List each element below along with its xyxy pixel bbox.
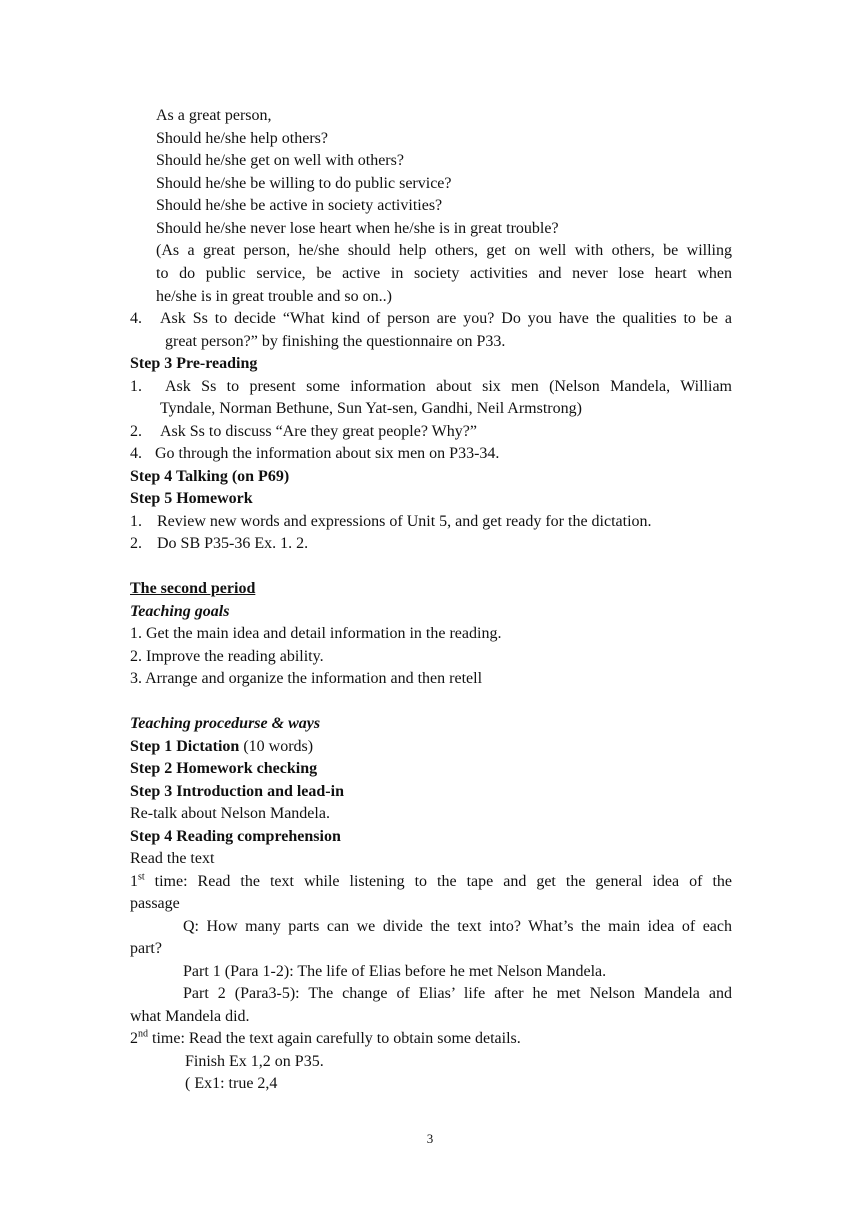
text-segment: time: Read the text again carefully to obtain some details. xyxy=(148,1030,521,1047)
step-heading-bold: Step 1 Dictation xyxy=(130,738,240,755)
list-item: Do SB P35-36 Ex. 1. 2. xyxy=(157,535,309,552)
page-number: 3 xyxy=(426,1131,434,1146)
list-number: 2. xyxy=(130,423,142,440)
text-line: ( Ex1: true 2,4 xyxy=(185,1075,278,1092)
text-line: Read the text xyxy=(130,850,215,867)
section-title: The second period xyxy=(130,580,256,597)
list-number: 4. xyxy=(130,445,142,462)
list-item: Go through the information about six men on P33-34. xyxy=(155,445,500,462)
step-heading: Step 4 Reading comprehension xyxy=(130,828,341,845)
list-item: Ask Ss to discuss “Are they great people? Why?” xyxy=(160,423,477,440)
step-heading: Step 5 Homework xyxy=(130,490,253,507)
text-line: Re-talk about Nelson Mandela. xyxy=(130,805,330,822)
goal-item: 1. Get the main idea and detail information in the reading. xyxy=(130,625,502,642)
list-item-continuation: Tyndale, Norman Bethune, Sun Yat-sen, Gandhi, Neil Armstrong) xyxy=(160,400,582,417)
subsection-title: Teaching goals xyxy=(130,603,230,620)
goal-item: 2. Improve the reading ability. xyxy=(130,648,324,665)
step-heading: Step 4 Talking (on P69) xyxy=(130,468,290,485)
list-item: Ask Ss to decide “What kind of person are you? Do you have the qualities to be a xyxy=(160,310,732,327)
list-item: Review new words and expressions of Unit 5, and get ready for the dictation. xyxy=(157,513,652,530)
ordinal-suffix: st xyxy=(138,871,145,883)
text-line: Part 2 (Para3-5): The change of Elias’ life after he met Nelson Mandela and xyxy=(183,985,732,1002)
ordinal-number: 1 xyxy=(130,873,138,890)
text-line: Should he/she be willing to do public service? xyxy=(156,175,452,192)
list-number: 4. xyxy=(130,310,142,327)
text-line: Should he/she never lose heart when he/she is in great trouble? xyxy=(156,220,559,237)
question-line: Q: How many parts can we divide the text into? What’s the main idea of each xyxy=(183,918,732,935)
list-number: 1. xyxy=(130,378,142,395)
list-number: 2. xyxy=(130,535,142,552)
text-line: Should he/she get on well with others? xyxy=(156,152,404,169)
step-heading: Step 2 Homework checking xyxy=(130,760,318,777)
step-heading xyxy=(130,736,732,759)
text-line xyxy=(130,1028,732,1051)
list-item-continuation: great person?” by finishing the questionnaire on P33. xyxy=(165,333,506,350)
text-line: he/she is in great trouble and so on..) xyxy=(156,288,392,305)
text-segment: time: Read the text while listening to the tape and get the general idea of the xyxy=(144,873,732,890)
text-line: Should he/she help others? xyxy=(156,130,328,147)
list-item: Ask Ss to present some information about six men (Nelson Mandela, William xyxy=(165,378,732,395)
ordinal-number: 2 xyxy=(130,1030,138,1047)
text-line: part? xyxy=(130,940,162,957)
step-heading-note: (10 words) xyxy=(239,738,314,755)
ordinal-suffix: nd xyxy=(138,1028,148,1040)
text-line: (As a great person, he/she should help others, get on well with others, be willing xyxy=(156,242,732,259)
subsection-title: Teaching procedurse & ways xyxy=(130,715,321,732)
list-number: 1. xyxy=(130,513,142,530)
step-heading: Step 3 Introduction and lead-in xyxy=(130,783,344,800)
text-line: Should he/she be active in society activities? xyxy=(156,197,443,214)
text-line: passage xyxy=(130,895,180,912)
goal-item: 3. Arrange and organize the information and then retell xyxy=(130,670,483,687)
text-line: what Mandela did. xyxy=(130,1008,250,1025)
text-line: As a great person, xyxy=(156,107,272,124)
text-line: Part 1 (Para 1-2): The life of Elias before he met Nelson Mandela. xyxy=(183,963,607,980)
step-heading: Step 3 Pre-reading xyxy=(130,355,258,372)
text-line xyxy=(130,871,732,894)
text-line: Finish Ex 1,2 on P35. xyxy=(185,1053,324,1070)
text-line: to do public service, be active in society activities and never lose heart when xyxy=(156,265,732,282)
